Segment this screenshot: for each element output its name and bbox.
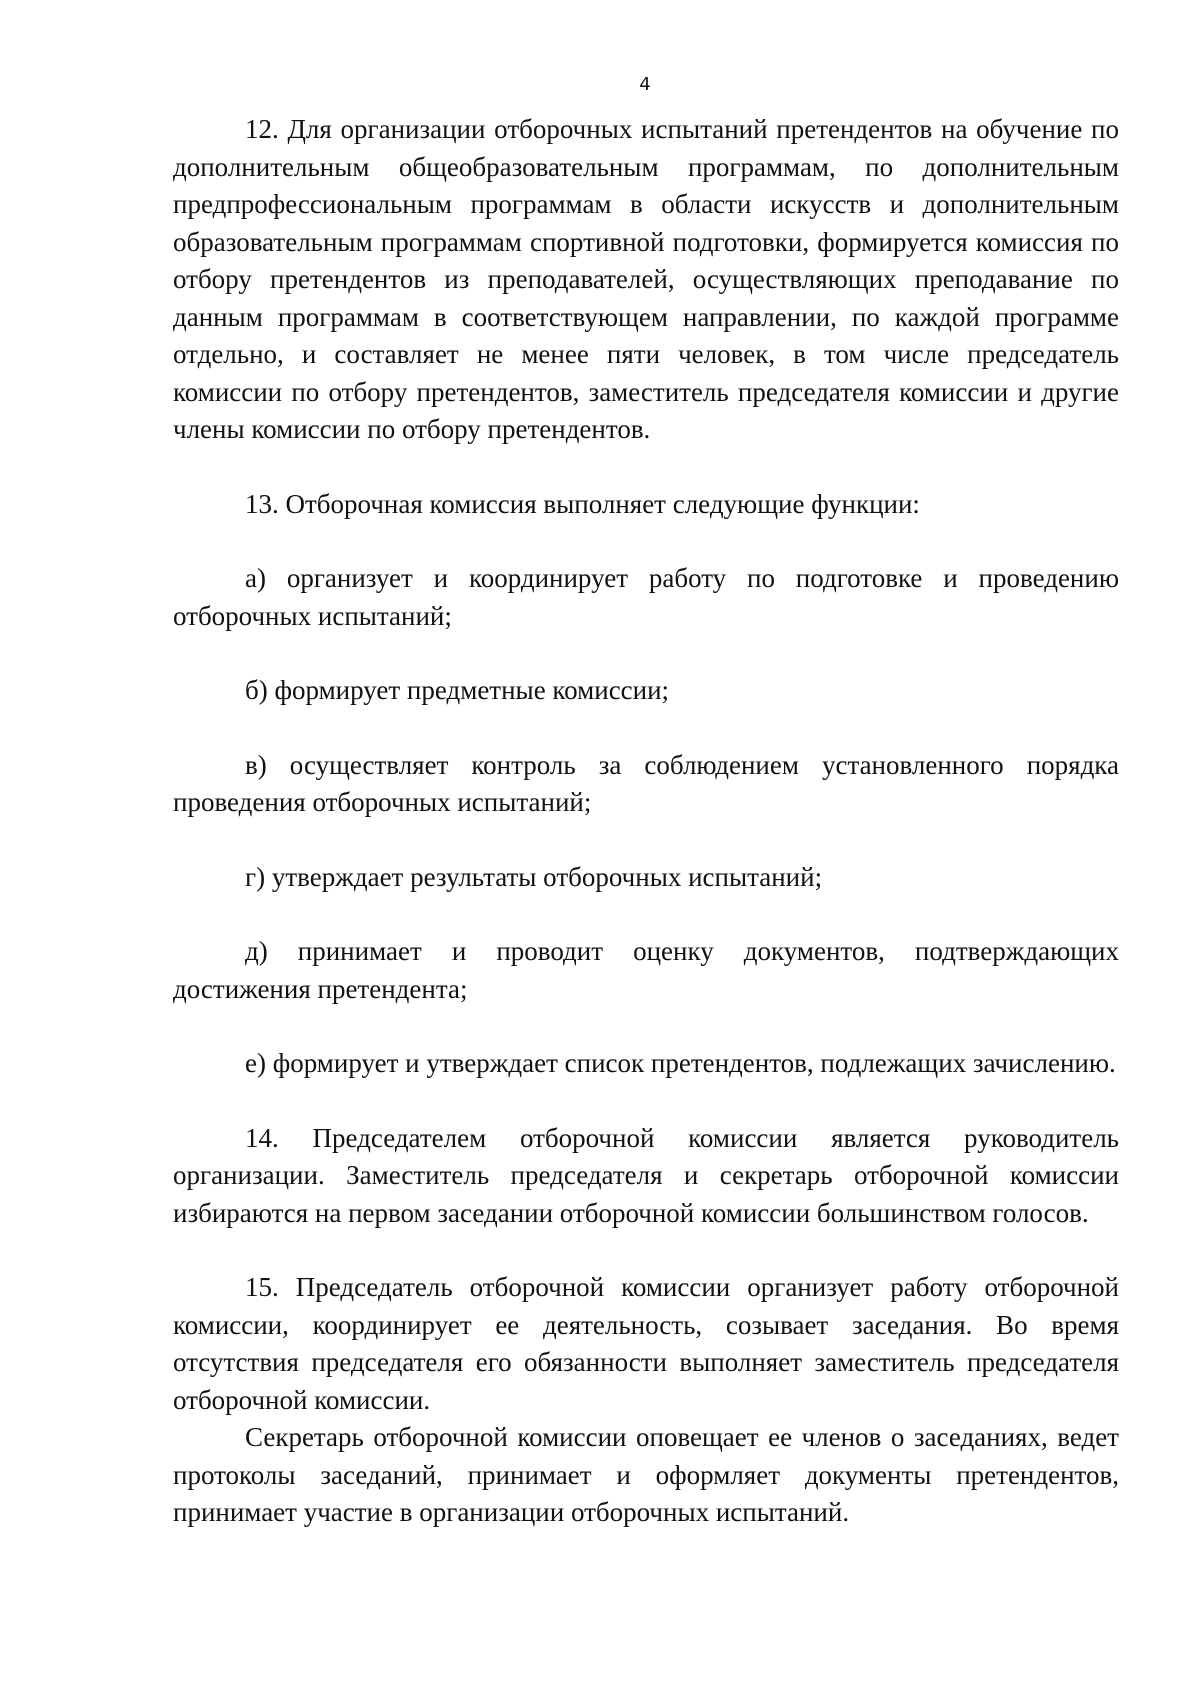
list-item-b: б) формирует предметные комиссии; xyxy=(245,675,670,705)
paragraph-15: 15. Председатель отборочной комиссии организует работу отборочной комиссии, координирует ее деятельность, созывает заседания. Во время отсутствия председателя его обязанности выполняет заместитель председателя отборочной комиссии. xyxy=(173,1272,1119,1415)
page-number: 4 xyxy=(639,74,651,95)
document-body xyxy=(173,111,1119,1532)
paragraph-12: 12. Для организации отборочных испытаний претендентов на обучение по дополнительным общеобразовательным программам, по дополнительным предпрофессиональным программам в области искусств и дополнительным образовательным программам спортивной подготовки, формируется комиссия по отбору претендентов из преподавателей, осуществляющих преподавание по данным программам в соответствующем направлении, по каждой программе отдельно, и составляет не менее пяти человек, в том числе председатель комиссии по отбору претендентов, заместитель председателя комиссии и другие члены комиссии по отбору претендентов. xyxy=(173,114,1119,444)
list-item-d: д) принимает и проводит оценку документов, подтверждающих достижения претендента; xyxy=(173,936,1119,1004)
paragraph-13: 13. Отборочная комиссия выполняет следующие функции: xyxy=(245,488,920,519)
list-item-v: в) осуществляет контроль за соблюдением установленного порядка проведения отборочных испытаний; xyxy=(173,749,1119,817)
paragraph-14: 14. Председателем отборочной комиссии является руководитель организации. Заместитель председателя и секретарь отборочной комиссии избираются на первом заседании отборочной комиссии большинством голосов. xyxy=(173,1122,1119,1228)
paragraph-15-secretary: Секретарь отборочной комиссии оповещает ее членов о заседаниях, ведет протоколы заседаний, принимает и оформляет документы претендентов, принимает участие в организации отборочных испытаний. xyxy=(173,1422,1119,1527)
list-item-a: а) организует и координирует работу по подготовке и проведению отборочных испытаний; xyxy=(173,563,1119,631)
list-item-e: е) формирует и утверждает список претендентов, подлежащих зачислению. xyxy=(245,1048,1116,1078)
list-item-g: г) утверждает результаты отборочных испытаний; xyxy=(245,861,823,892)
